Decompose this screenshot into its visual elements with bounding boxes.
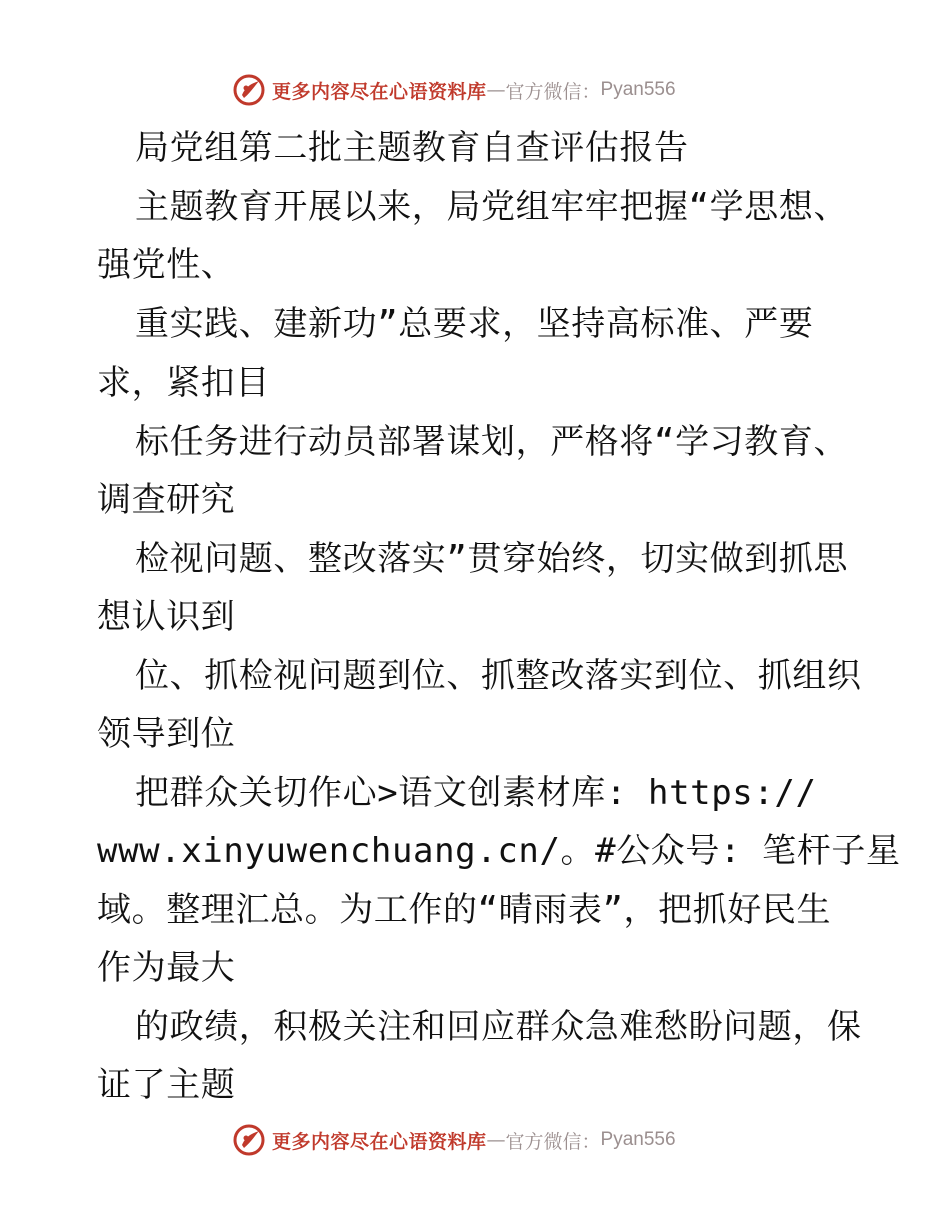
header-wechat-label: 官方微信：: [505, 80, 601, 103]
paragraph-line: 想认识到: [97, 597, 236, 637]
document-title: 局党组第二批主题教育自查评估报告: [135, 128, 689, 168]
paragraph-line: 重实践、建新功”总要求，坚持高标准、严要: [135, 304, 814, 344]
header-banner-dash: —: [486, 79, 506, 101]
footer-banner-text: 更多内容尽在心语资料库: [272, 1130, 487, 1153]
paragraph-line: 标任务进行动员部署谋划，严格将“学习教育、: [135, 422, 849, 462]
paragraph-line: 检视问题、整改落实”贯穿始终，切实做到抓思: [135, 539, 849, 579]
header-banner-text: 更多内容尽在心语资料库: [272, 80, 487, 103]
paragraph-line: 主题教育开展以来，局党组牢牢把握“学思想、: [135, 187, 849, 227]
paragraph-line: 求，紧扣目: [97, 363, 270, 403]
footer-wechat-id: Pyan556: [600, 1129, 676, 1150]
paragraph-line: 领导到位: [97, 714, 236, 754]
footer-watermark-banner: [232, 1122, 676, 1158]
footer-banner-dash: —: [486, 1129, 506, 1151]
paragraph-line: 的政绩，积极关注和回应群众急难愁盼问题，保: [135, 1007, 862, 1047]
paragraph-line: 作为最大: [97, 948, 236, 988]
paragraph-line: 域。整理汇总。为工作的“晴雨表”，把抓好民生: [97, 890, 832, 930]
paragraph-line: www.xinyuwenchuang.cn/。#公众号: 笔杆子星: [97, 831, 901, 871]
paragraph-line: 把群众关切作心>语文创素材库: https://: [135, 773, 817, 813]
footer-wechat-label: 官方微信：: [505, 1130, 601, 1153]
header-wechat-id: Pyan556: [600, 79, 676, 100]
paragraph-line: 强党性、: [97, 245, 236, 285]
paragraph-line: 调查研究: [97, 480, 236, 520]
brand-logo-icon: [232, 1123, 266, 1157]
paragraph-line: 位、抓检视问题到位、抓整改落实到位、抓组织: [135, 656, 862, 696]
paragraph-line: 证了主题: [97, 1065, 236, 1105]
